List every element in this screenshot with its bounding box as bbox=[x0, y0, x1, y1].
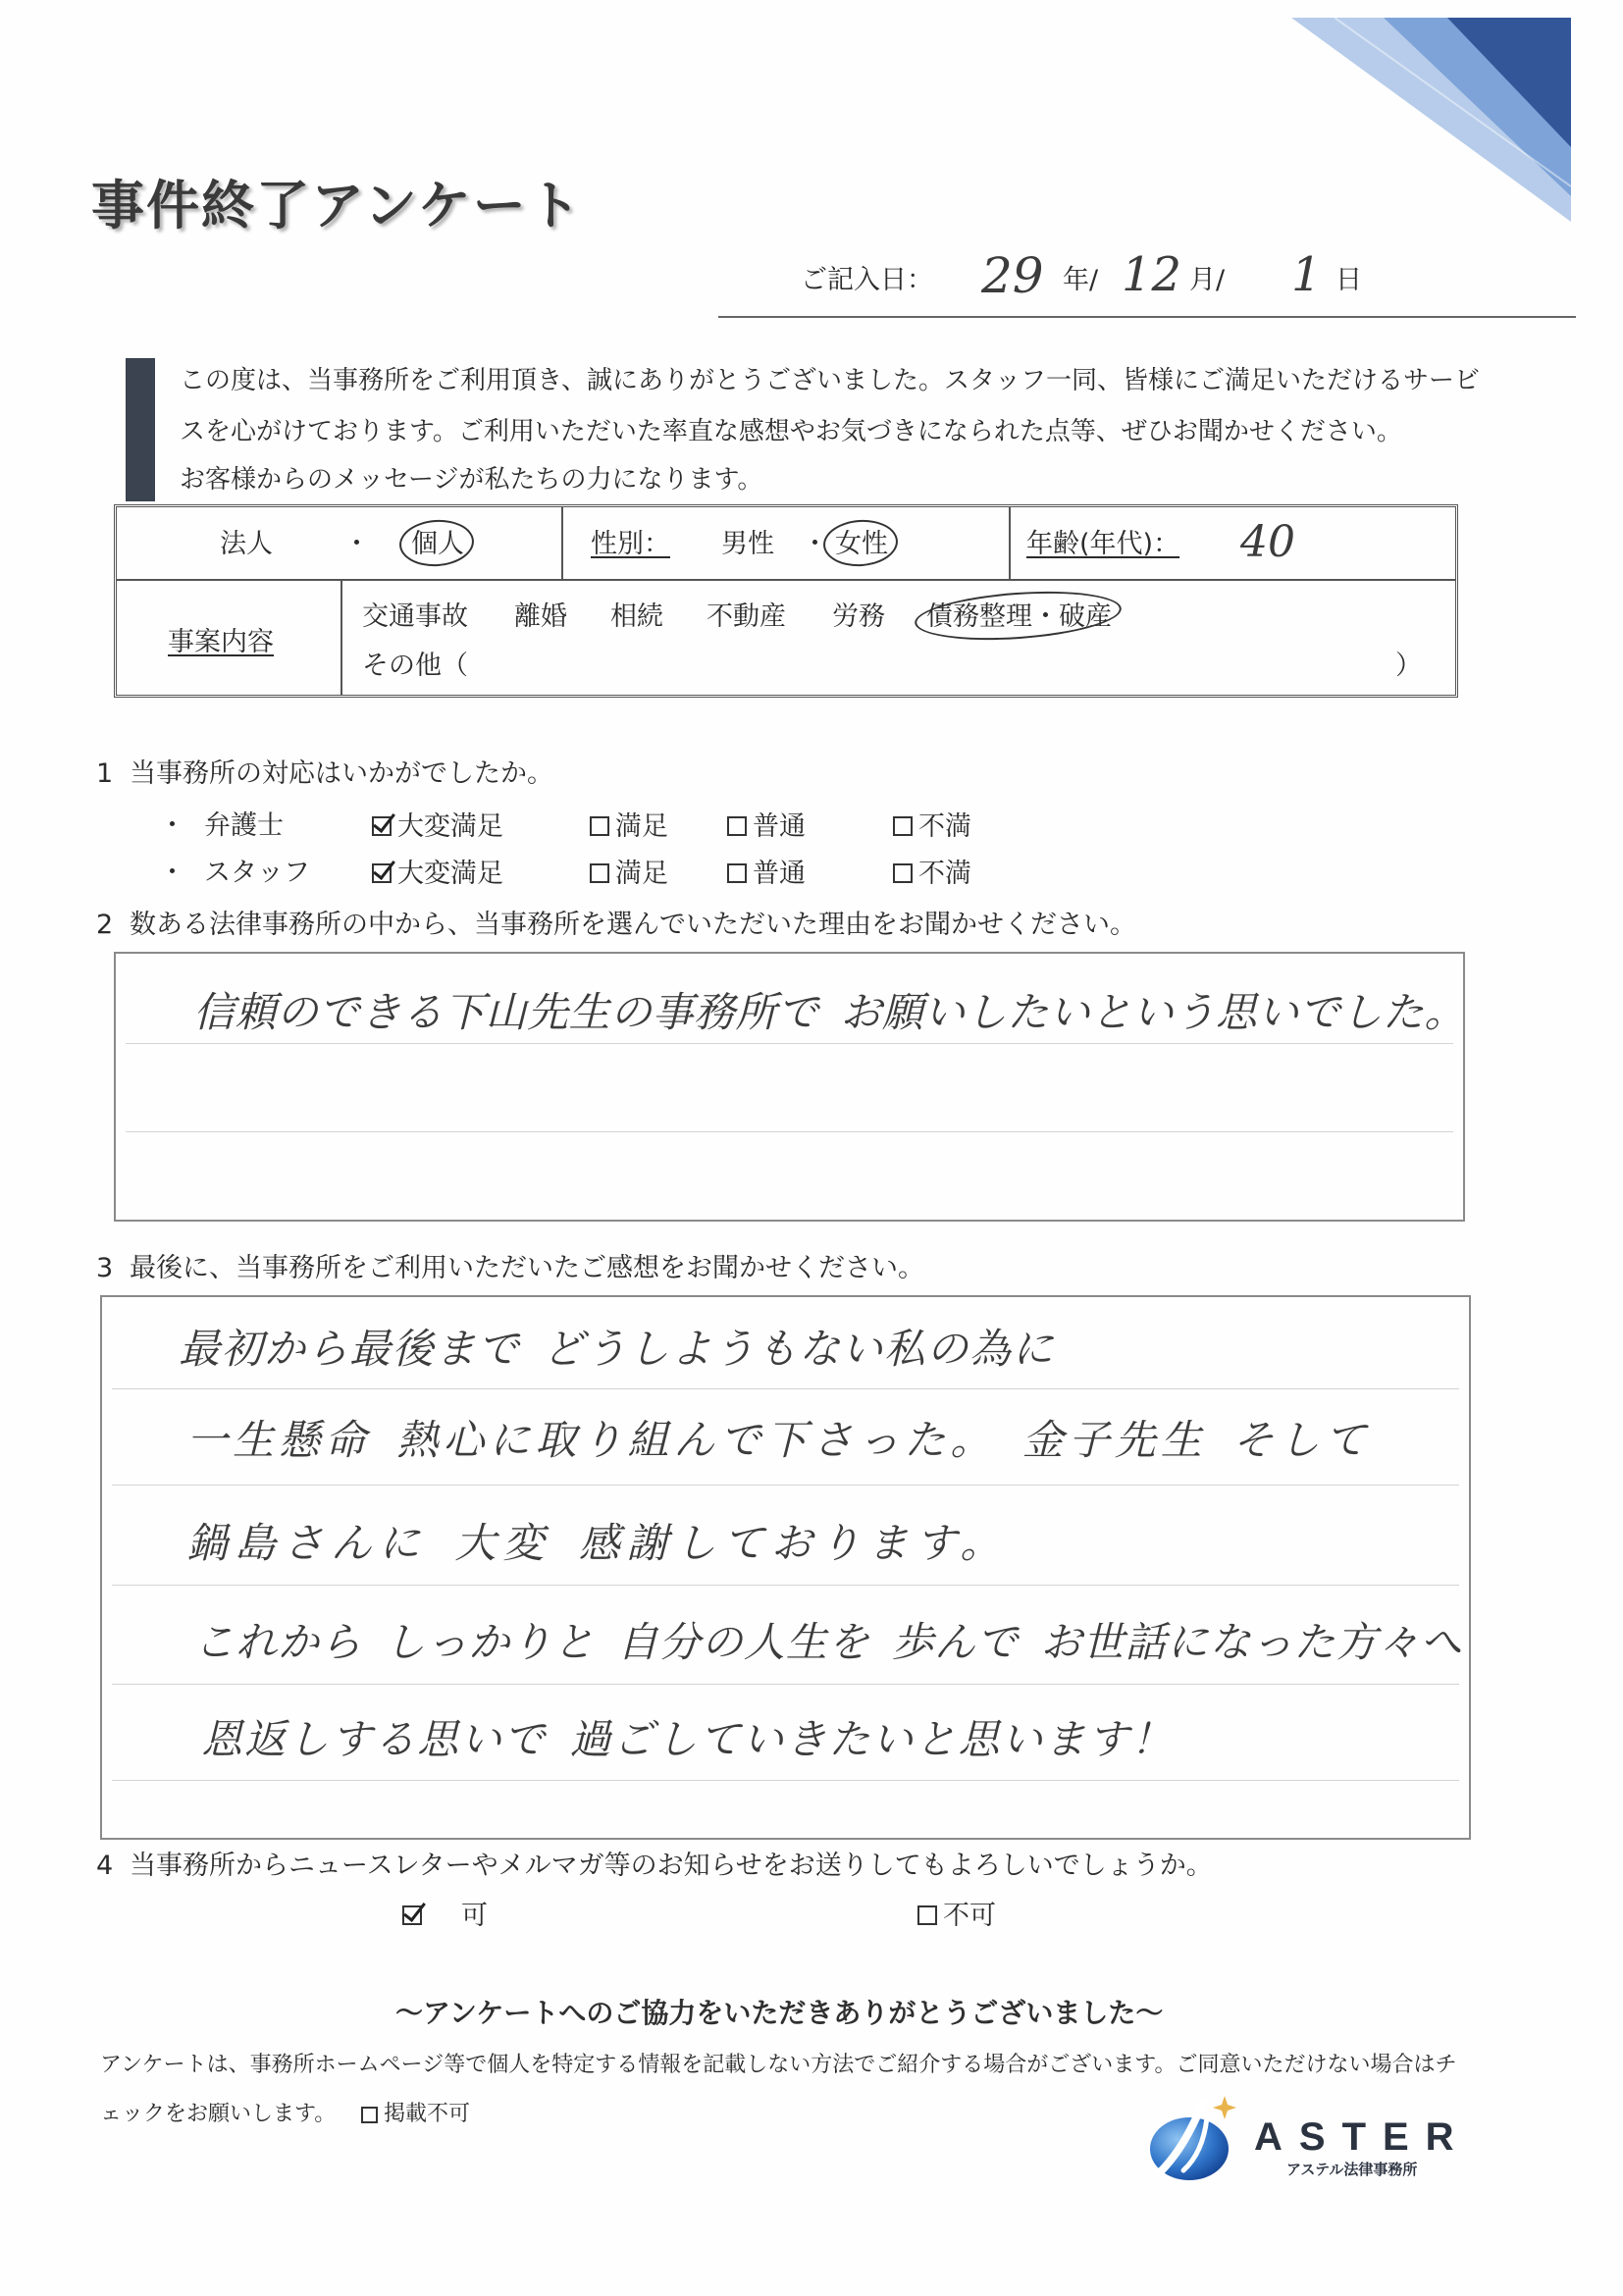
option-very-satisfied[interactable] bbox=[372, 860, 503, 887]
case-other-close: ） bbox=[1395, 651, 1422, 681]
question-number: 2 bbox=[96, 910, 114, 940]
checkbox[interactable] bbox=[917, 1905, 937, 1925]
ruled-line bbox=[112, 1485, 1459, 1486]
entity-separator: ・ bbox=[343, 529, 370, 559]
option-label: 大変満足 bbox=[397, 810, 503, 842]
option-very-satisfied[interactable] bbox=[372, 812, 503, 840]
table-col-divider bbox=[340, 581, 342, 695]
option-label: 満足 bbox=[615, 858, 668, 889]
row-label-lawyer: 弁護士 bbox=[204, 810, 284, 841]
option-label: 普通 bbox=[753, 810, 806, 842]
option-label: 大変満足 bbox=[397, 858, 503, 889]
aster-swoosh-icon bbox=[1146, 2088, 1244, 2186]
entity-option-corporate[interactable]: 法人 bbox=[220, 529, 273, 559]
checkbox[interactable] bbox=[372, 863, 392, 883]
page-title: 事件終了アンケート bbox=[91, 175, 583, 236]
date-month-value[interactable]: 12 bbox=[1122, 247, 1182, 302]
ruled-line bbox=[126, 1043, 1453, 1044]
option-label: 不可 bbox=[943, 1900, 996, 1931]
case-option-real-estate[interactable]: 不動産 bbox=[707, 601, 786, 632]
date-year-unit: 年/ bbox=[1063, 265, 1099, 295]
option-label: 不満 bbox=[918, 810, 971, 842]
logo-wordmark: ASTER bbox=[1254, 2115, 1471, 2159]
age-label: 年齢(年代)： bbox=[1026, 529, 1180, 559]
closing-message: ～アンケートへのご協力をいただきありがとうございました～ bbox=[395, 1997, 1164, 2029]
option-label: 満足 bbox=[615, 810, 668, 842]
intro-line: スを心がけております。ご利用いただいた率直な感想やお気づきになられた点等、ぜひお聞かせください。 bbox=[180, 417, 1402, 446]
intro-accent-bar bbox=[126, 358, 155, 501]
option-average[interactable] bbox=[727, 812, 806, 840]
question-number: 1 bbox=[96, 758, 114, 789]
answer-line: 恩返しする思いで 過ごしていきたいと思います！ bbox=[201, 1715, 1175, 1763]
case-option-divorce[interactable]: 離婚 bbox=[514, 601, 567, 632]
ruled-line bbox=[112, 1780, 1459, 1781]
case-option-labor[interactable]: 労務 bbox=[832, 601, 885, 632]
checkbox[interactable] bbox=[402, 1905, 422, 1925]
date-day-value[interactable]: 1 bbox=[1291, 247, 1322, 302]
option-dissatisfied[interactable] bbox=[893, 860, 971, 887]
case-other-label: その他（ bbox=[362, 651, 468, 681]
answer-line: 一生懸命 熱心に取り組んで下さった。 金子先生 そして bbox=[186, 1416, 1372, 1464]
ruled-line bbox=[112, 1388, 1459, 1389]
answer-line: 最初から最後まで どうしようもない私の為に bbox=[179, 1325, 1055, 1373]
checkbox[interactable] bbox=[590, 863, 609, 883]
notice-line: アンケートは、事務所ホームページ等で個人を特定する情報を記載しない方法でご紹介する場合がございます。ご同意いただけない場合はチ bbox=[100, 2053, 1457, 2077]
age-value[interactable]: 40 bbox=[1240, 517, 1295, 567]
row-bullet: ・ bbox=[159, 858, 185, 888]
answer-box-reason[interactable] bbox=[114, 952, 1465, 1222]
profile-table bbox=[114, 504, 1458, 698]
answer-line: 鍋島さんに 大変 感謝しております。 bbox=[186, 1519, 1009, 1567]
question-number: 3 bbox=[96, 1253, 114, 1283]
option-label: 普通 bbox=[753, 858, 806, 889]
ruled-line bbox=[126, 1131, 1453, 1132]
question-text: 当事務所からニュースレターやメルマガ等のお知らせをお送りしてもよろしいでしょうか。 bbox=[130, 1851, 1213, 1881]
intro-line: お客様からのメッセージが私たちの力になります。 bbox=[180, 465, 763, 495]
checkbox[interactable] bbox=[361, 2107, 378, 2123]
option-label: 不満 bbox=[918, 858, 971, 889]
row-label-staff: スタッフ bbox=[204, 858, 310, 888]
checkbox[interactable] bbox=[893, 816, 913, 836]
intro-line: この度は、当事務所をご利用頂き、誠にありがとうございました。スタッフ一同、皆様にご満足いただけるサービ bbox=[180, 366, 1480, 395]
case-option-traffic[interactable]: 交通事故 bbox=[362, 601, 468, 632]
notice-line: ェックをお願いします。 bbox=[100, 2102, 337, 2126]
case-option-inheritance[interactable]: 相続 bbox=[610, 601, 663, 632]
date-year-value[interactable]: 29 bbox=[981, 247, 1044, 304]
table-col-divider bbox=[1009, 507, 1011, 579]
option-label: 可 bbox=[461, 1900, 488, 1931]
option-allow[interactable] bbox=[402, 1902, 488, 1929]
ruled-line bbox=[112, 1585, 1459, 1586]
answer-line: これから しっかりと 自分の人生を 歩んで お世話になった方々へ bbox=[193, 1618, 1463, 1666]
checkbox[interactable] bbox=[893, 863, 913, 883]
date-underline bbox=[718, 316, 1576, 318]
case-option-debt-bankruptcy[interactable]: 債務整理・破産 bbox=[926, 601, 1112, 632]
ruled-line bbox=[112, 1684, 1459, 1685]
question-text: 数ある法律事務所の中から、当事務所を選んでいただいた理由をお聞かせください。 bbox=[130, 910, 1136, 940]
gender-option-female[interactable]: 女性 bbox=[835, 529, 888, 559]
row-bullet: ・ bbox=[159, 810, 185, 841]
checkbox[interactable] bbox=[727, 816, 747, 836]
answer-box-impressions[interactable] bbox=[100, 1295, 1471, 1840]
gender-separator: ・ bbox=[802, 529, 828, 559]
table-col-divider bbox=[561, 507, 563, 579]
date-month-unit: 月/ bbox=[1189, 265, 1226, 295]
date-label: ご記入日： bbox=[801, 265, 933, 295]
option-dissatisfied[interactable] bbox=[893, 812, 971, 840]
option-satisfied[interactable] bbox=[590, 860, 668, 887]
option-average[interactable] bbox=[727, 860, 806, 887]
question-text: 最後に、当事務所をご利用いただいたご感想をお聞かせください。 bbox=[130, 1253, 924, 1283]
logo-subtitle: アステル法律事務所 bbox=[1286, 2161, 1418, 2178]
case-type-label: 事案内容 bbox=[168, 627, 274, 657]
question-number: 4 bbox=[96, 1851, 114, 1881]
table-row-divider bbox=[117, 579, 1455, 581]
checkbox[interactable] bbox=[590, 816, 609, 836]
date-day-unit: 日 bbox=[1335, 265, 1362, 295]
option-label: 掲載不可 bbox=[384, 2102, 471, 2126]
entity-option-individual[interactable]: 個人 bbox=[411, 529, 464, 559]
option-no-publish[interactable] bbox=[361, 2103, 470, 2126]
option-satisfied[interactable] bbox=[590, 812, 668, 840]
checkbox[interactable] bbox=[372, 816, 392, 836]
answer-line: 信頼のできる下山先生の事務所で お願いしたいという思いでした。 bbox=[193, 988, 1466, 1036]
gender-label: 性別： bbox=[591, 529, 670, 559]
gender-option-male[interactable]: 男性 bbox=[721, 529, 774, 559]
corner-decoration bbox=[1276, 0, 1623, 235]
checkbox[interactable] bbox=[727, 863, 747, 883]
question-text: 当事務所の対応はいかがでしたか。 bbox=[130, 758, 553, 789]
option-deny[interactable] bbox=[917, 1902, 996, 1929]
